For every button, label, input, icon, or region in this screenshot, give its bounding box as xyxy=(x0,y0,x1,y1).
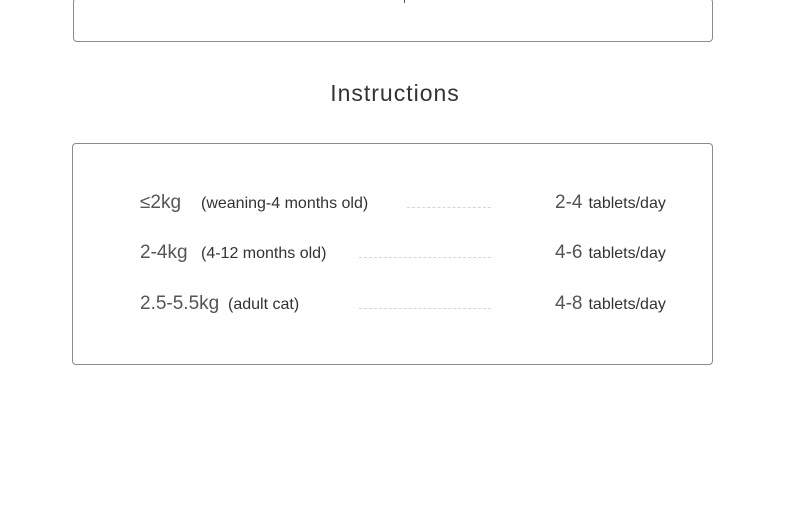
section-title: Instructions xyxy=(330,80,460,106)
dashed-leader xyxy=(359,308,491,309)
dose xyxy=(555,293,666,315)
dosage-row xyxy=(73,184,712,214)
weight-label: ≤2kg xyxy=(140,192,182,213)
dose-amount: 4-6 xyxy=(555,242,583,263)
cropped-text-mark xyxy=(404,0,405,3)
age-label: (weaning-4 months old) xyxy=(201,195,369,212)
dose-unit: tablets/day xyxy=(588,296,666,313)
dose-amount: 4-8 xyxy=(555,293,583,314)
age-label: (adult cat) xyxy=(228,296,300,313)
dose-amount: 2-4 xyxy=(555,192,583,213)
dosage-row xyxy=(73,234,712,264)
dose-unit: tablets/day xyxy=(588,195,666,212)
dosage-table xyxy=(72,143,713,365)
dashed-leader xyxy=(407,207,491,208)
weight-label: 2.5-5.5kg xyxy=(140,293,220,314)
dose xyxy=(555,242,666,264)
previous-section-box xyxy=(73,0,713,42)
weight-label: 2-4kg xyxy=(140,242,188,263)
dose-unit: tablets/day xyxy=(588,245,666,262)
age-label: (4-12 months old) xyxy=(201,245,327,262)
dosage-row xyxy=(73,285,712,315)
dashed-leader xyxy=(359,257,491,258)
dose xyxy=(555,192,666,214)
